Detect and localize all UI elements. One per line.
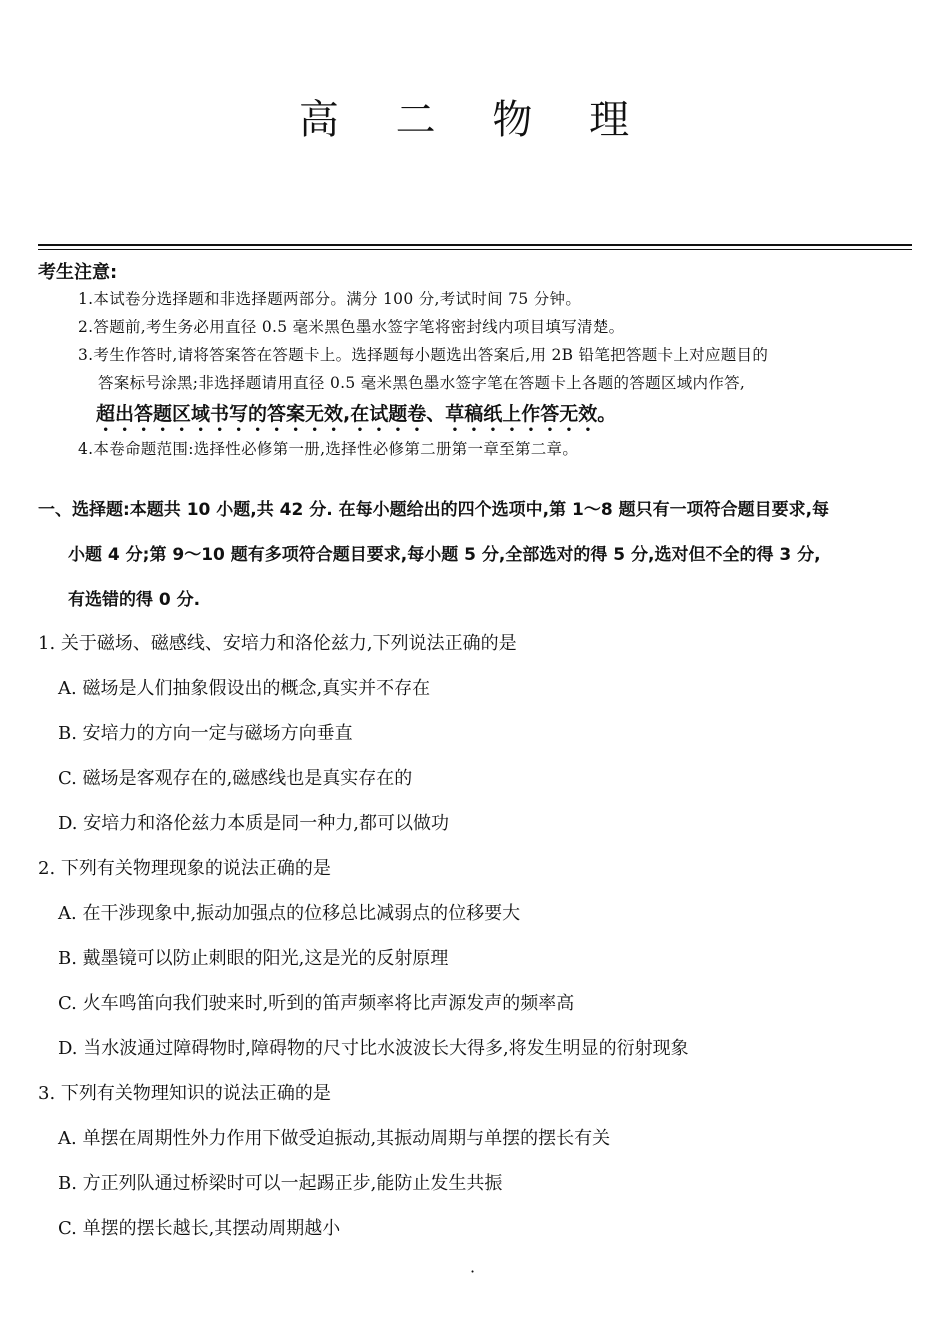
question-3-option-b: B. 方正列队通过桥梁时可以一起踢正步,能防止发生共振 (58, 1173, 503, 1194)
question-2-option-a: A. 在干涉现象中,振动加强点的位移总比减弱点的位移要大 (58, 903, 521, 924)
question-3-option-c: C. 单摆的摆长越长,其摆动周期越小 (58, 1218, 341, 1239)
notice-item-3: 3.考生作答时,请将答案答在答题卡上。选择题每小题选出答案后,用 2B 铅笔把答题卡上对应题目的 (78, 346, 769, 364)
notice-heading: 考生注意: (38, 262, 118, 283)
question-1-stem: 1. 关于磁场、磁感线、安培力和洛伦兹力,下列说法正确的是 (38, 633, 517, 654)
section-heading-line-2: 小题 4 分;第 9～10 题有多项符合题目要求,每小题 5 分,全部选对的得 5 分,选对但不全的得 3 分, (68, 545, 821, 565)
question-1-option-d: D. 安培力和洛伦兹力本质是同一种力,都可以做功 (58, 813, 449, 834)
question-1-option-b: B. 安培力的方向一定与磁场方向垂直 (58, 723, 353, 744)
question-2-option-c: C. 火车鸣笛向我们驶来时,听到的笛声频率将比声源发声的频率高 (58, 993, 575, 1014)
notice-warning: 超出答题区域书写的答案无效,在试题卷、草稿纸上作答无效。 (96, 403, 617, 425)
section-heading-line-1: 一、选择题:本题共 10 小题,共 42 分. 在每小题给出的四个选项中,第 1～8 题只有一项符合题目要求,每 (38, 500, 830, 520)
notice-item-4: 4.本卷命题范围:选择性必修第一册,选择性必修第二册第一章至第二章。 (78, 440, 579, 458)
section-heading-line-3: 有选错的得 0 分. (68, 590, 201, 610)
question-3-option-a: A. 单摆在周期性外力作用下做受迫振动,其振动周期与单摆的摆长有关 (58, 1128, 611, 1149)
notice-item-1: 1.本试卷分选择题和非选择题两部分。满分 100 分,考试时间 75 分钟。 (78, 290, 582, 308)
question-1-option-a: A. 磁场是人们抽象假设出的概念,真实并不存在 (58, 678, 431, 699)
question-2-option-d: D. 当水波通过障碍物时,障碍物的尺寸比水波波长大得多,将发生明显的衍射现象 (58, 1038, 689, 1059)
question-3-stem: 3. 下列有关物理知识的说法正确的是 (38, 1083, 331, 1104)
header-divider-thin (38, 249, 912, 250)
page-title: 高 二 物 理 (298, 97, 652, 143)
notice-item-2: 2.答题前,考生务必用直径 0.5 毫米黑色墨水签字笔将密封线内项目填写清楚。 (78, 318, 625, 336)
question-1-option-c: C. 磁场是客观存在的,磁感线也是真实存在的 (58, 768, 413, 789)
question-2-stem: 2. 下列有关物理现象的说法正确的是 (38, 858, 331, 879)
footer-mark: · (470, 1262, 476, 1281)
notice-item-3-continued: 答案标号涂黑;非选择题请用直径 0.5 毫米黑色墨水签字笔在答题卡上各题的答题区域内作答, (98, 374, 746, 392)
question-2-option-b: B. 戴墨镜可以防止刺眼的阳光,这是光的反射原理 (58, 948, 449, 969)
header-divider-thick (38, 244, 912, 246)
